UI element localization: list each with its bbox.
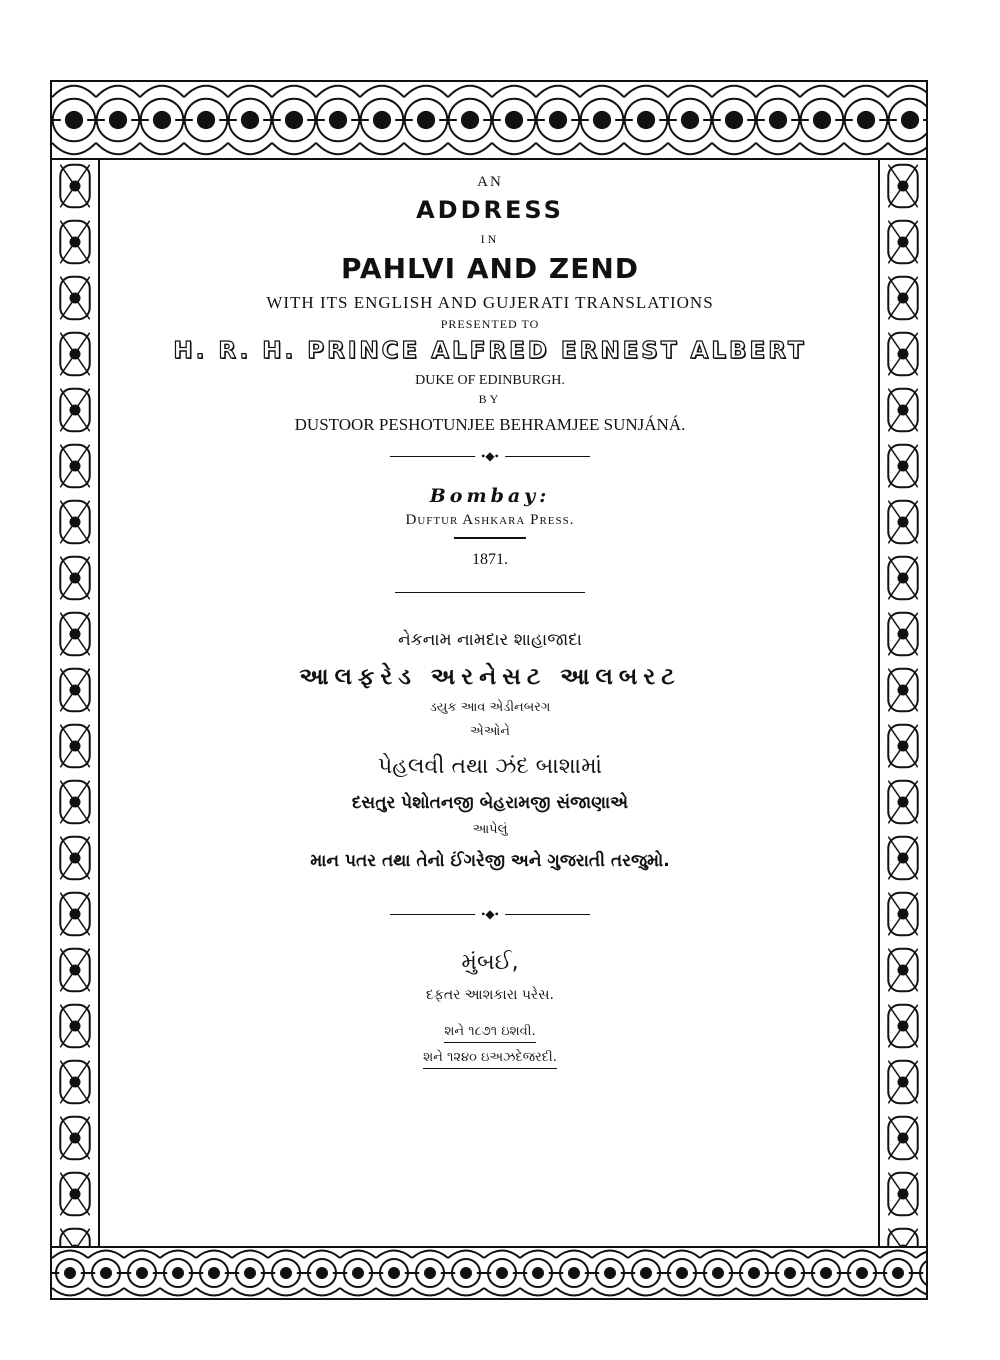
ornament-tile	[60, 1117, 89, 1160]
title-page-text	[100, 160, 880, 1069]
ornament-tile	[556, 1251, 592, 1296]
ornament-tile	[580, 86, 624, 154]
address-heading: ADDRESS	[416, 196, 564, 225]
ornament-tile	[888, 1061, 917, 1104]
gujarati-date-1-text: શને ૧૮૭૧ ઇશવી.	[444, 1025, 535, 1043]
ornament-tile	[60, 333, 89, 376]
ornament-tile	[624, 86, 668, 154]
recipient-heading: H. R. H. PRINCE ALFRED ERNEST ALBERT	[173, 338, 807, 365]
ornament-tile	[140, 86, 184, 154]
ornament-tile	[880, 1251, 916, 1296]
ornament-tile	[536, 86, 580, 154]
ornament-tile	[340, 1251, 376, 1296]
ornament-tile	[412, 1251, 448, 1296]
ornament-tile	[844, 86, 888, 154]
ornament-tile	[628, 1251, 664, 1296]
ornament-tile	[376, 1251, 412, 1296]
ornament-tile	[60, 1005, 89, 1048]
ornament-tile	[592, 1251, 628, 1296]
ornament-tile	[668, 86, 712, 154]
ornament-tile	[360, 86, 404, 154]
presented-to-line: PRESENTED TO	[440, 317, 540, 332]
languages-heading: PAHLVI AND ZEND	[340, 251, 640, 285]
ornament-tile	[316, 86, 360, 154]
ornament-tile	[60, 1229, 89, 1248]
ornament-tile	[60, 669, 89, 712]
ornament-tile	[60, 893, 89, 936]
ornamental-rule-2	[390, 908, 590, 920]
ornament-tile	[184, 86, 228, 154]
ornament-tile	[844, 1251, 880, 1296]
ornament-tile	[888, 613, 917, 656]
gujarati-line-6: દસતુર પેશોતનજી બેહરામજી સંજાણાએ	[351, 792, 629, 813]
ornament-tile	[888, 669, 917, 712]
ornament-tile	[124, 1251, 160, 1296]
in-line: IN	[480, 231, 500, 246]
short-rule	[454, 537, 526, 539]
ornament-tile	[304, 1251, 340, 1296]
gujarati-date-1	[100, 1025, 880, 1043]
gujarati-line-3: ડયુક આવ એડીનબરગ	[429, 699, 551, 715]
ornament-tile	[60, 1173, 89, 1216]
ornament-tile	[888, 165, 917, 208]
translations-line: WITH ITS ENGLISH AND GUJERATI TRANSLATIONS	[266, 292, 714, 312]
ornament-tile	[888, 333, 917, 376]
ornament-tile	[888, 949, 917, 992]
an-line: AN	[477, 174, 503, 190]
gujarati-line-7: આપેલું	[472, 822, 508, 838]
ornament-tile	[228, 86, 272, 154]
ornament-tile	[888, 781, 917, 824]
ornament-tile	[700, 1251, 736, 1296]
ornament-tile	[888, 221, 917, 264]
border-bottom-ornament	[52, 1246, 926, 1298]
gujarati-line-4: એઓને	[470, 724, 510, 740]
ornament-tile	[448, 1251, 484, 1296]
gujarati-line-2: આલફરેડ અરનેસટ આલબરટ	[299, 664, 681, 691]
ornament-tile	[60, 837, 89, 880]
ornament-tile	[404, 86, 448, 154]
border-right-ornament	[878, 158, 926, 1248]
ornament-tile	[888, 557, 917, 600]
ornament-tile	[916, 1251, 926, 1296]
by-line: BY	[478, 391, 502, 406]
ornament-tile	[808, 1251, 844, 1296]
recipient-title: DUKE OF EDINBURGH.	[415, 372, 565, 388]
ornament-tile	[52, 1251, 88, 1296]
ornament-tile	[772, 1251, 808, 1296]
ornament-tile	[196, 1251, 232, 1296]
border-left-ornament	[52, 158, 100, 1248]
ornament-tile	[60, 1061, 89, 1104]
section-divider	[395, 592, 585, 593]
ornament-tile	[60, 221, 89, 264]
ornament-tile	[756, 86, 800, 154]
ornament-tile	[888, 1005, 917, 1048]
ornament-tile	[272, 86, 316, 154]
ornament-tile	[888, 837, 917, 880]
ornament-tile	[800, 86, 844, 154]
border-top-ornament	[52, 82, 926, 160]
ornament-tile	[60, 389, 89, 432]
ornament-tile	[492, 86, 536, 154]
ornament-tile	[888, 389, 917, 432]
rule-ornament-2: •◆•	[475, 908, 505, 920]
ornament-tile	[712, 86, 756, 154]
ornament-tile	[60, 277, 89, 320]
gujarati-date-2	[100, 1051, 880, 1069]
ornament-tile	[888, 1229, 917, 1248]
ornament-tile	[60, 557, 89, 600]
ornament-tile	[96, 86, 140, 154]
place-line: Bombay:	[429, 485, 551, 508]
ornament-tile	[448, 86, 492, 154]
ornament-tile	[268, 1251, 304, 1296]
ornament-tile	[60, 781, 89, 824]
year-line: 1871.	[472, 551, 508, 569]
ornament-tile	[888, 1117, 917, 1160]
ornament-tile	[484, 1251, 520, 1296]
ornamental-rule	[390, 450, 590, 462]
ornament-tile	[52, 86, 96, 154]
ornament-tile	[736, 1251, 772, 1296]
ornament-tile	[888, 277, 917, 320]
ornament-tile	[60, 445, 89, 488]
ornament-tile	[888, 86, 926, 154]
ornament-tile	[60, 501, 89, 544]
ornament-tile	[88, 1251, 124, 1296]
gujarati-press: દફતર આશકારા પરેસ.	[426, 987, 554, 1004]
ornament-tile	[664, 1251, 700, 1296]
rule-ornament: •◆•	[475, 450, 505, 462]
ornament-tile	[888, 445, 917, 488]
ornament-tile	[60, 725, 89, 768]
ornament-tile	[232, 1251, 268, 1296]
ornament-tile	[888, 1173, 917, 1216]
gujarati-line-8: માન પતર તથા તેનો ઈંગરેજી અને ગુજરાતી તરજુમો.	[310, 851, 670, 872]
ornament-tile	[160, 1251, 196, 1296]
press-line: Duftur Ashkara Press.	[405, 511, 575, 528]
ornament-tile	[888, 893, 917, 936]
ornament-tile	[888, 501, 917, 544]
gujarati-line-5: પેહલવી તથા ઝંદ બાશામાં	[378, 754, 602, 780]
author-line: DUSTOOR PESHOTUNJEE BEHRAMJEE SUNJÁNÁ.	[294, 414, 686, 434]
ornament-tile	[888, 725, 917, 768]
gujarati-place: મુંબઈ,	[461, 949, 519, 975]
gujarati-date-2-text: શને ૧૨૪૦ ઇઅઝદેજરદી.	[423, 1051, 557, 1069]
ornament-tile	[60, 165, 89, 208]
gujarati-line-1: નેકનામ નામદાર શાહાજાદા	[398, 629, 582, 650]
ornament-tile	[520, 1251, 556, 1296]
ornament-tile	[60, 949, 89, 992]
ornament-tile	[60, 613, 89, 656]
